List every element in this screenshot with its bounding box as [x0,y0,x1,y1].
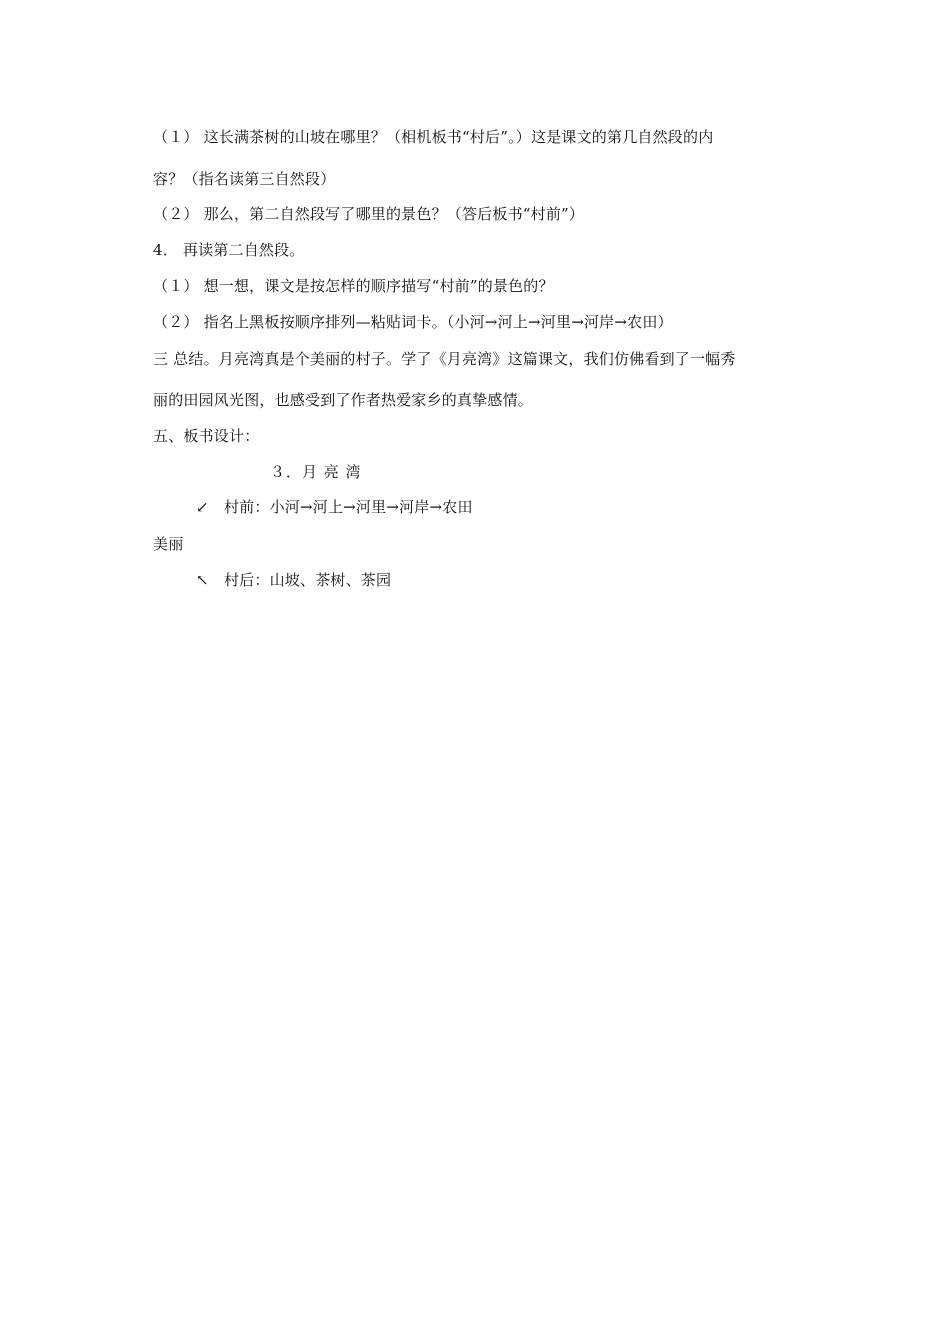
arrow-down-left-icon: ↙ [196,498,209,516]
paragraph-step-4-item-2: （２） 指名上黑板按顺序排列—粘贴词卡。（小河→河上→河里→河岸→农田） [153,313,673,331]
paragraph-step-4-item-1: （１） 想一想，课文是按怎样的顺序描写“村前”的景色的？ [153,277,554,295]
board-back-text: 村后：山坡、茶树、茶园 [224,571,392,589]
board-front-row [196,497,473,517]
board-back-row [196,570,391,590]
paragraph-step-4: 4． 再读第二自然段。 [153,241,305,259]
board-center-label: 美丽 [153,535,184,553]
board-title: ３．月 亮 湾 [270,463,362,481]
paragraph-question-1-line-1: （１） 这长满茶树的山坡在哪里？（相机板书“村后”。）这是课文的第几自然段的内 [153,128,714,146]
paragraph-question-1-line-2: 容？（指名读第三自然段） [153,170,336,188]
paragraph-question-2: （２） 那么，第二自然段写了哪里的景色？（答后板书“村前”） [153,205,585,223]
arrow-up-left-icon: ↖ [196,571,209,589]
paragraph-summary-line-1: 三 总结。月亮湾真是个美丽的村子。学了《月亮湾》这篇课文，我们仿佛看到了一幅秀 [153,350,736,368]
paragraph-summary-line-2: 丽的田园风光图，也感受到了作者热爱家乡的真挚感情。 [153,391,534,409]
board-front-text: 村前：小河→河上→河里→河岸→农田 [224,498,473,516]
section-title-board-design: 五、板书设计： [153,427,260,445]
